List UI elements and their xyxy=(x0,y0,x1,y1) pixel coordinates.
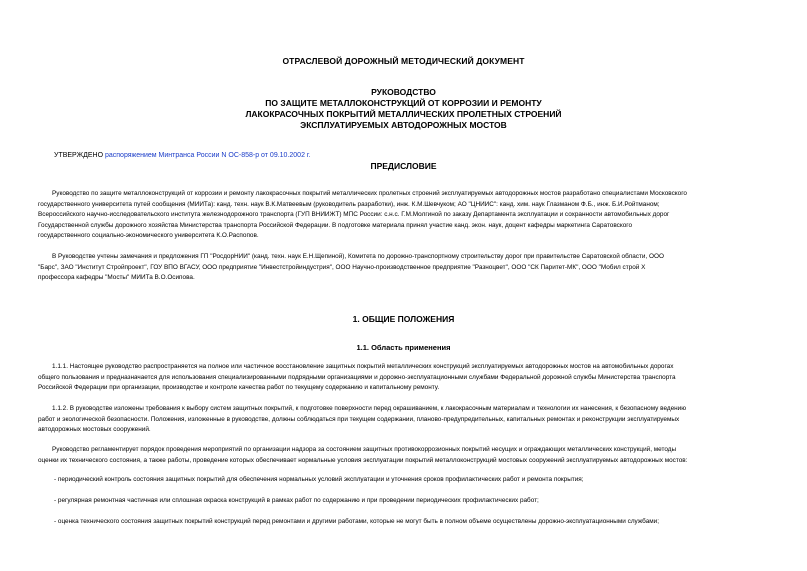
clause-1-1-1 xyxy=(38,362,798,394)
text-line: государственного социально-экономического университета К.О.Распопов. xyxy=(38,232,259,239)
approval-line xyxy=(54,152,311,159)
text-line: общего пользования и предназначается для использования специализированными подрядными организациями и дорожно-эксплуатационными службами Федеральной дорожной службы Министерства транспорта xyxy=(38,373,676,381)
text-line: Руководство регламентирует порядок проведения мероприятий по организации надзора за состоянием защитных противокоррозионных покрытий несущих и ограждающих металлических конструкций, методы xyxy=(52,446,677,453)
regulation-paragraph xyxy=(38,445,798,466)
approval-order-link[interactable]: распоряжением Минтранса России N ОС-858-р от 09.10.2002 г. xyxy=(104,152,311,159)
text-line: работ и экологической безопасности. Положения, изложенные в руководстве, должны соблюдаться при текущем содержании, планово-предупредительных, капитальных ремонтах и реконструкции эксплуатируемых xyxy=(38,415,680,423)
title-line: РУКОВОДСТВО xyxy=(371,87,436,97)
title-line: ЭКСПЛУАТИРУЕМЫХ АВТОДОРОЖНЫХ МОСТОВ xyxy=(300,120,507,130)
preface-heading: ПРЕДИСЛОВИЕ xyxy=(370,161,437,171)
text-line: профессора кафедры "Мосты" МИИТа В.О.Осипова. xyxy=(38,274,195,281)
title-line: ПО ЗАЩИТЕ МЕТАЛЛОКОНСТРУКЦИЙ ОТ КОРРОЗИИ И РЕМОНТУ xyxy=(265,98,542,108)
document-title xyxy=(0,87,807,131)
text-line: Российской Федерации при организации, производстве и контроле качества работ по текущему содержанию и капитальному ремонту. xyxy=(38,384,440,391)
list-item: - регулярная ремонтная частичная или сплошная окраска конструкций в рамках работ по содержанию и при проведении периодических профилактических работ; xyxy=(54,497,539,504)
subsection-heading: 1.1. Область применения xyxy=(356,343,451,352)
approval-prefix: УТВЕРЖДЕНО xyxy=(54,152,105,159)
title-line: ЛАКОКРАСОЧНЫХ ПОКРЫТИЙ МЕТАЛЛИЧЕСКИХ ПРОЛЕТНЫХ СТРОЕНИЙ xyxy=(245,109,562,119)
text-line: Всероссийского научно-исследовательского института железнодорожного транспорта (ГУП ВНИИЖТ) МПС России: с.н.с. Г.М.Молгиной по заказу Департамента эксплуатации и сохранности автомобильных дорог xyxy=(38,211,670,218)
text-line: автодорожных мостовых сооружений. xyxy=(38,426,151,433)
list-item: - оценка технического состояния защитных покрытий конструкций перед ремонтами и другими работами, которые не могут быть в полном объеме осуществлены дорожно-эксплуатационными службами; xyxy=(54,518,659,525)
text-line: 1.1.2. В руководстве изложены требования к выбору систем защитных покрытий, к подготовке поверхности перед окрашиванием, к лакокрасочным материалам и технологии их нанесения, к безопасному ведению xyxy=(52,405,687,412)
document-type: ОТРАСЛЕВОЙ ДОРОЖНЫЙ МЕТОДИЧЕСКИЙ ДОКУМЕНТ xyxy=(282,56,525,66)
text-line: государственного университета путей сообщения (МИИТа): канд. техн. наук В.К.Матвеевым (руководитель разработки), инж. К.М.Шевчуком; АО "ЦНИИС": канд. хим. наук Глазманом Ф.Б., инж. Б.И.Ройтманом; xyxy=(38,200,660,208)
section-heading: 1. ОБЩИЕ ПОЛОЖЕНИЯ xyxy=(352,314,455,324)
clause-1-1-2 xyxy=(38,404,798,436)
text-line: "Барс", ЗАО "Институт Стройпроект", ГОУ ВПО ВГАСУ, ООО предприятие "Инвестстройиндустрия", ООО Научно-производственное предприятие "Разноцвет", ООО "СК Паритет-МК", ООО "Мобил строй Х xyxy=(38,263,646,271)
list-item: - периодический контроль состояния защитных покрытий для обеспечения нормальных условий эксплуатации и уточнения сроков профилактических работ и ремонта покрытия; xyxy=(54,476,584,483)
text-line: 1.1.1. Настоящее руководство распространяется на полное или частичное восстановление защитных покрытий металлических конструкций эксплуатируемых автодорожных мостов на автомобильных дорогах xyxy=(52,363,674,370)
preface-paragraph-2 xyxy=(38,252,798,284)
text-line: В Руководстве учтены замечания и предложения ГП "РосдорНИИ" (канд. техн. наук Е.Н.Щепиной), Комитета по дорожно-транспортному строительству дорог при правительстве Саратовской области, ООО xyxy=(52,253,664,260)
text-line: оценки их технического состояния, а также работы, проведение которых обеспечивает нормальные условия эксплуатации покрытий металлоконструкций мостовых сооружений эксплуатируемых автодорожных мостов: xyxy=(38,456,688,464)
preface-paragraph-1 xyxy=(38,189,798,242)
text-line: Государственной службы дорожного хозяйства Министерства транспорта Российской Федерации. В подготовке материала принял участие канд. экон. наук, доцент кафедры маркетинга Саратовского xyxy=(38,221,633,229)
text-line: Руководство по защите металлоконструкций от коррозии и ремонту лакокрасочных покрытий металлических пролетных строений эксплуатируемых автодорожных мостов разработано специалистами Московского xyxy=(52,190,687,197)
